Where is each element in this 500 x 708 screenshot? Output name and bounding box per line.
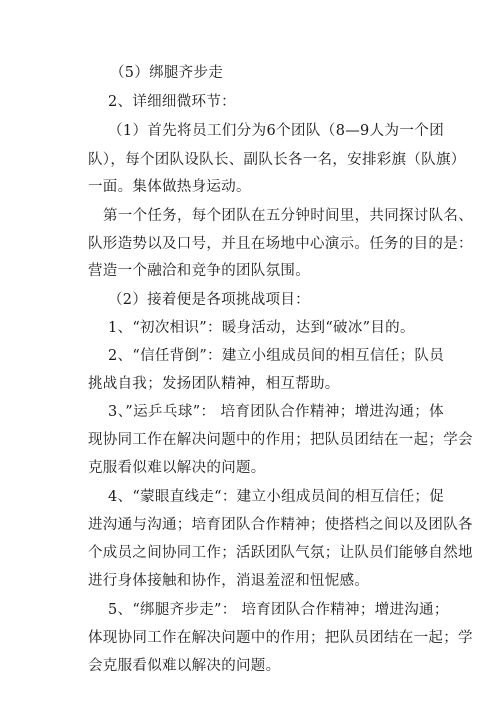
paragraph-line: 队形造势以及口号，并且在场地中心演示。任务的目的是： [88, 236, 473, 252]
section-heading-details: 2、详细细微环节： [108, 94, 236, 110]
list-item: 3、”运乒乓球”： 培育团队合作精神；增进沟通；体 [108, 404, 444, 420]
section-heading-5: （5）绑腿齐步走 [110, 65, 224, 81]
list-item: 1、“初次相识”：暖身活动，达到“破冰”目的。 [108, 320, 415, 336]
paragraph-line: 营造一个融洽和竞争的团队氛围。 [88, 263, 310, 279]
section-heading-challenges: （2）接着便是各项挑战项目： [108, 292, 310, 308]
list-item: 4、“蒙眼直线走“：建立小组成员间的相互信任；促 [108, 489, 444, 505]
list-item-continuation: 进行身体接触和协作，消退羞涩和忸怩感。 [88, 573, 370, 589]
list-item-continuation: 挑战自我；发扬团队精神，相互帮助。 [88, 376, 340, 392]
paragraph-line: 一面。集体做热身运动。 [88, 179, 251, 195]
list-item-continuation: 克服看似难以解决的问题。 [88, 460, 266, 476]
list-item-continuation: 会克服看似难以解决的问题。 [88, 658, 281, 674]
paragraph-line: （1）首先将员工们分为6个团队（8—9人为一个团 [108, 123, 444, 139]
list-item: 5、“绑腿齐步走”： 培育团队合作精神；增进沟通； [108, 602, 449, 618]
paragraph-line: 队），每个团队设队长、副队长各一名，安排彩旗（队旗） [88, 152, 466, 168]
list-item-continuation: 现协同工作在解决问题中的作用；把队员团结在一起；学会 [88, 432, 473, 448]
list-item-continuation: 个成员之间协同工作；活跃团队气氛；让队员们能够自然地 [88, 545, 473, 561]
paragraph-line: 第一个任务，每个团队在五分钟时间里，共同探讨队名、 [103, 208, 473, 224]
list-item-continuation: 进沟通与沟通；培育团队合作精神；使搭档之间以及团队各 [88, 517, 473, 533]
list-item-continuation: 体现协同工作在解决问题中的作用；把队员团结在一起；学 [88, 630, 473, 646]
list-item: 2、“信任背倒”：建立小组成员间的相互信任；队员 [108, 348, 444, 364]
